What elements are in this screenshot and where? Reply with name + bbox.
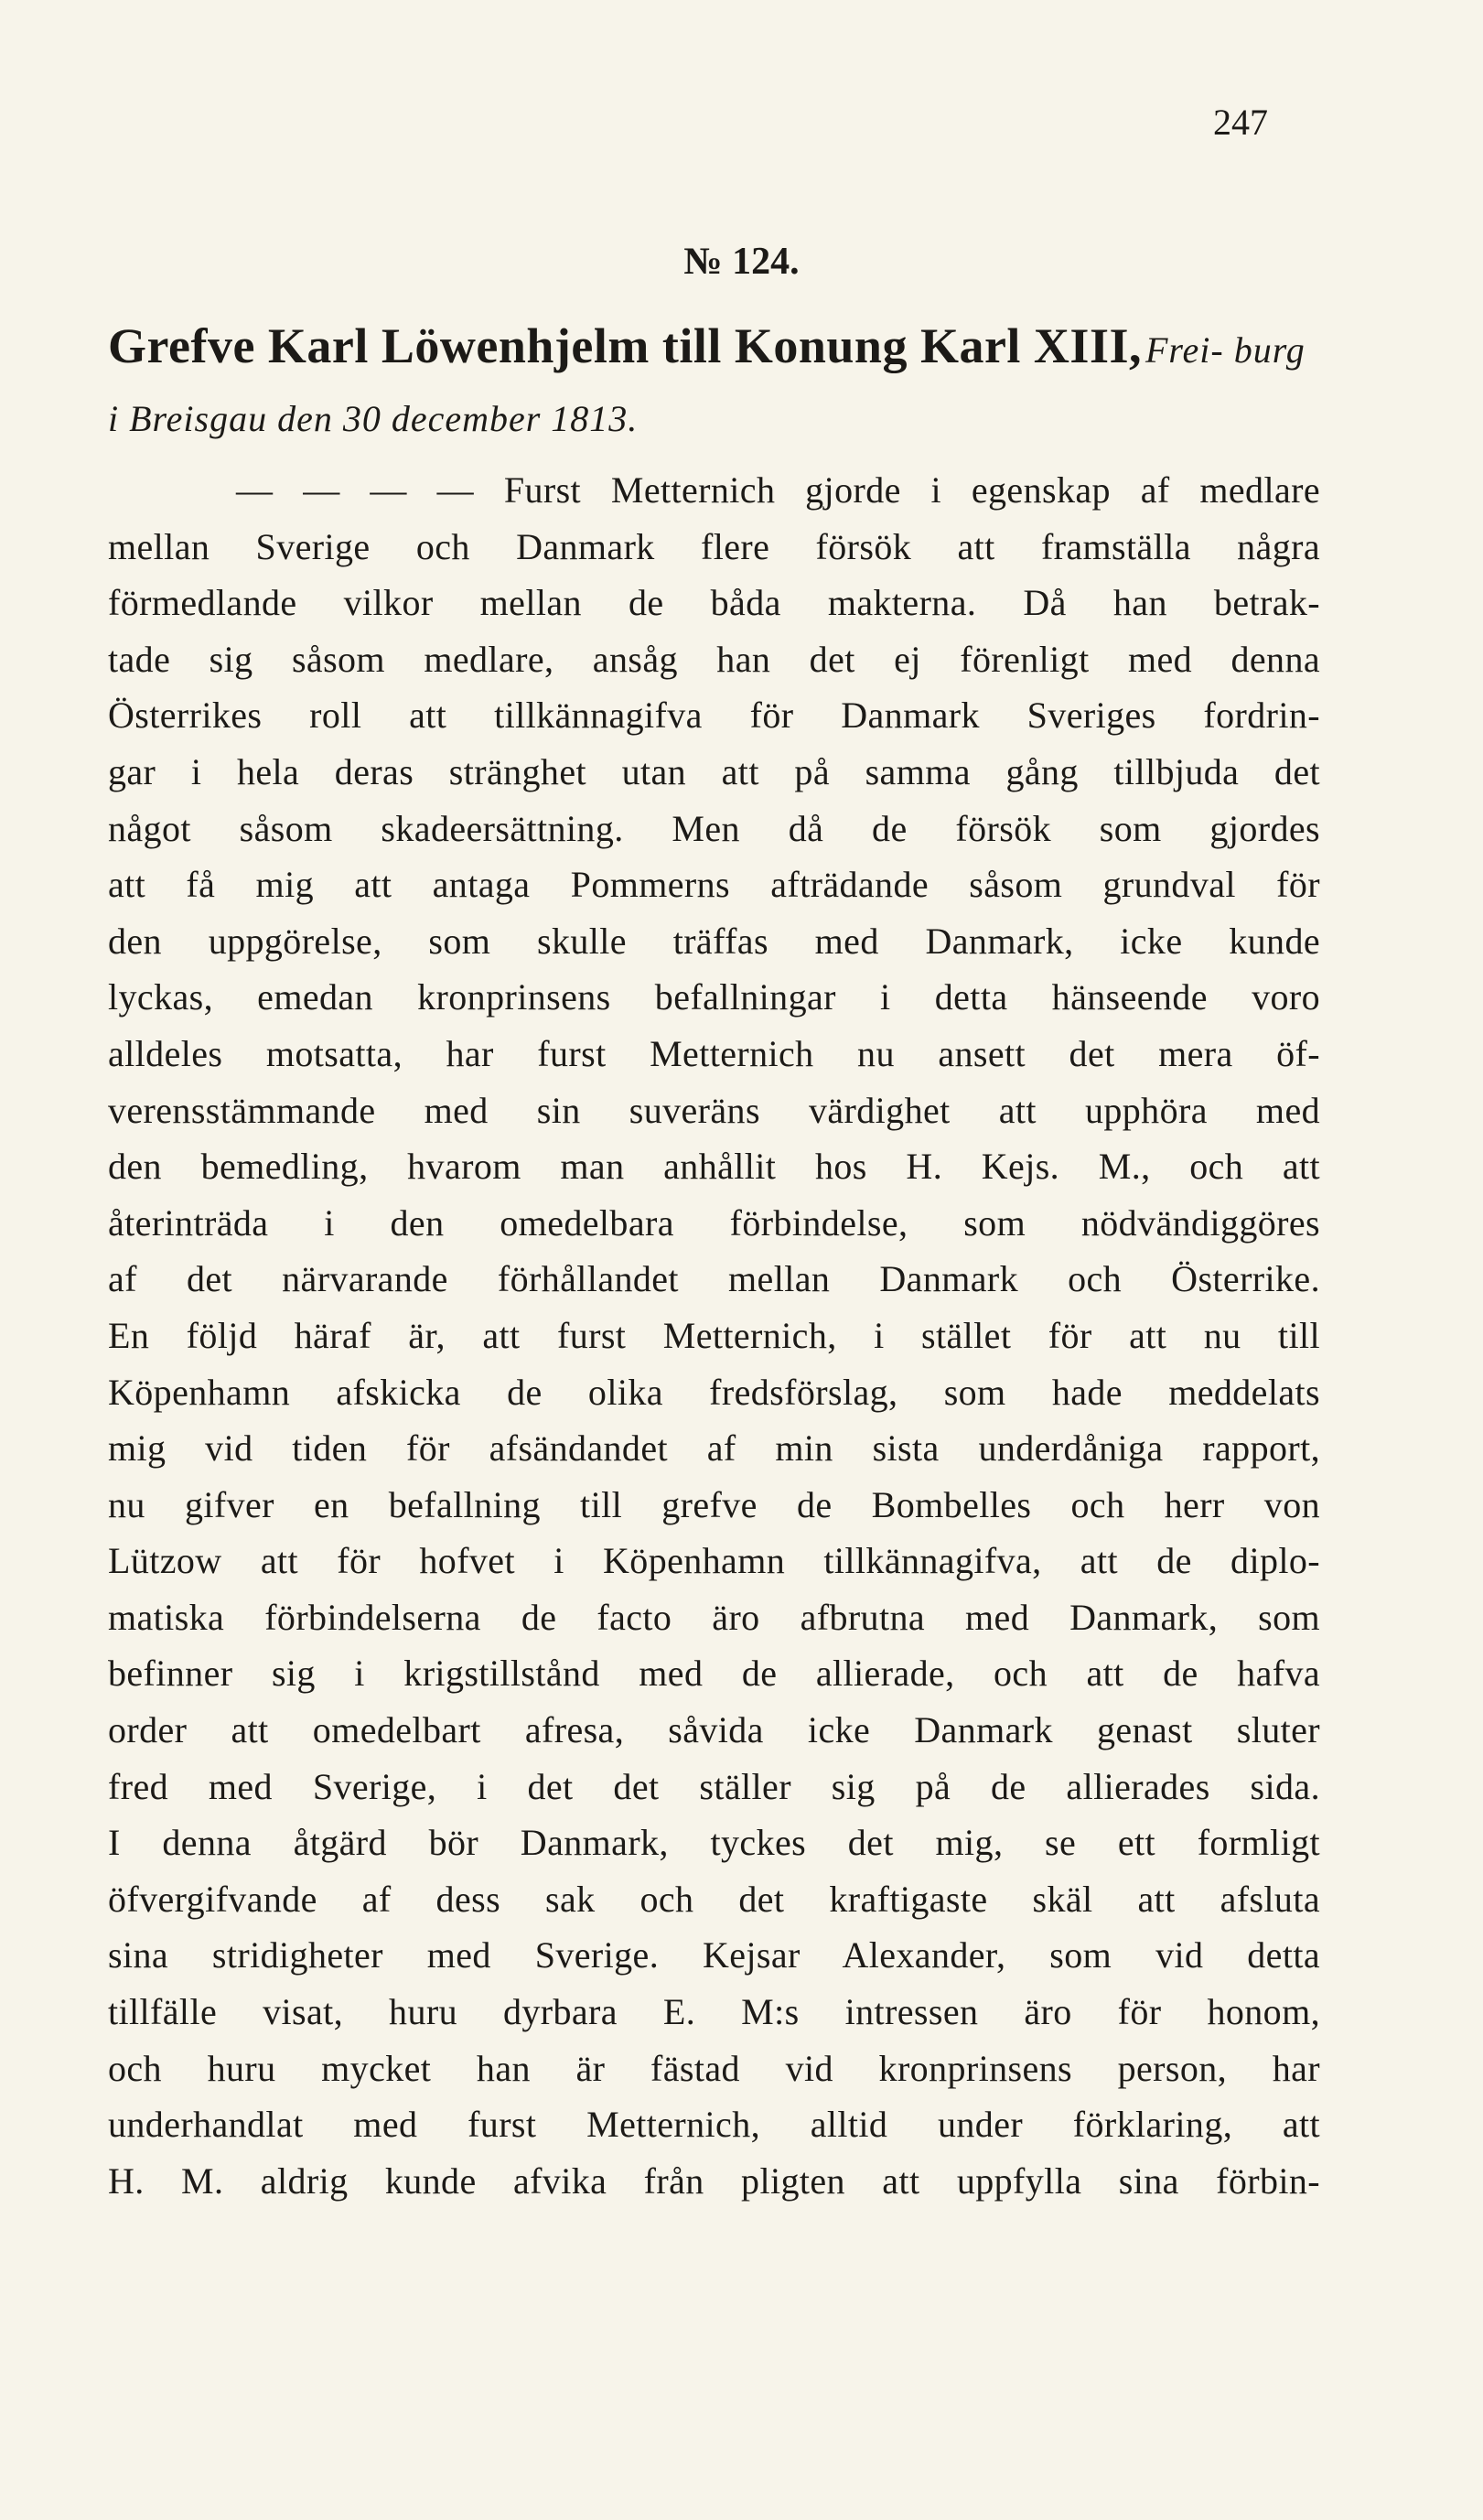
text-line: af det närvarande förhållandet mellan Danmark och Österrike. [108,1258,1320,1300]
text-line: och huru mycket han är fästad vid kronprinsens person, har [108,2047,1320,2089]
text-line: befinner sig i krigstillstånd med de allierade, och att de hafva [108,1653,1320,1695]
text-line: fred med Sverige, i det det ställer sig på de allierades sida. [108,1765,1320,1807]
letter-heading [108,316,1320,458]
text-line: att få mig att antaga Pommerns afträdande såsom grundval för [108,864,1320,906]
text-line: underhandlat med furst Metternich, alltid under förklaring, att [108,2104,1320,2146]
text-line: alldeles motsatta, har furst Metternich nu ansett det mera öf- [108,1032,1320,1074]
text-line: tade sig såsom medlare, ansåg han det ej förenligt med denna [108,638,1320,680]
text-line: något såsom skadeersättning. Men då de försök som gjordes [108,807,1320,849]
text-line: förmedlande vilkor mellan de båda makterna. Då han betrak- [108,582,1320,624]
text-line: Köpenhamn afskicka de olika fredsförslag, som hade meddelats [108,1371,1320,1413]
text-line: den bemedling, hvarom man anhållit hos H. Kejs. M., och att [108,1146,1320,1188]
text-line: den uppgörelse, som skulle träffas med Danmark, icke kunde [108,920,1320,962]
letter-title: Grefve Karl Löwenhjelm till Konung Karl XIII, [108,318,1142,373]
text-line: mig vid tiden för afsändandet af min sista underdåniga rapport, [108,1427,1320,1470]
text-line: verensstämmande med sin suveräns värdighet att upphöra med [108,1089,1320,1131]
text-line: En följd häraf är, att furst Metternich, i stället för att nu till [108,1314,1320,1356]
page-number: 247 [1213,102,1268,143]
text-line: Österrikes roll att tillkännagifva för Danmark Sveriges fordrin- [108,695,1320,737]
text-line: nu gifver en befallning till grefve de Bombelles och herr von [108,1483,1320,1525]
text-line: H. M. aldrig kunde afvika från pligten att uppfylla sina förbin- [108,2159,1320,2202]
text-line: gar i hela deras stränghet utan att på samma gång tillbjuda det [108,750,1320,792]
document-number: № 124. [683,241,800,283]
text-line: återinträda i den omedelbara förbindelse, som nödvändiggöres [108,1201,1320,1244]
text-line: lyckas, emedan kronprinsens befallningar i detta hänseende voro [108,976,1320,1018]
text-line: tillfälle visat, huru dyrbara E. M:s intressen äro för honom, [108,1991,1320,2033]
text-line: Lützow att för hofvet i Köpenhamn tillkännagifva, att de diplo- [108,1540,1320,1582]
letter-body [108,462,1320,2209]
text-line: order att omedelbart afresa, såvida icke Danmark genast sluter [108,1709,1320,1751]
text-line: mellan Sverige och Danmark flere försök att framställa några [108,525,1320,567]
text-line: I denna åtgärd bör Danmark, tyckes det mig, se ett formligt [108,1822,1320,1864]
text-line: sina stridigheter med Sverige. Kejsar Alexander, som vid detta [108,1934,1320,1976]
text-line: matiska förbindelserna de facto äro afbrutna med Danmark, som [108,1596,1320,1638]
text-line: — — — — Furst Metternich gjorde i egenskap af medlare [236,469,1320,511]
text-line: öfvergifvande af dess sak och det kraftigaste skäl att afsluta [108,1878,1320,1920]
letter-place-date: Frei- burg i Breisgau den 30 december 1813. [108,329,1306,439]
